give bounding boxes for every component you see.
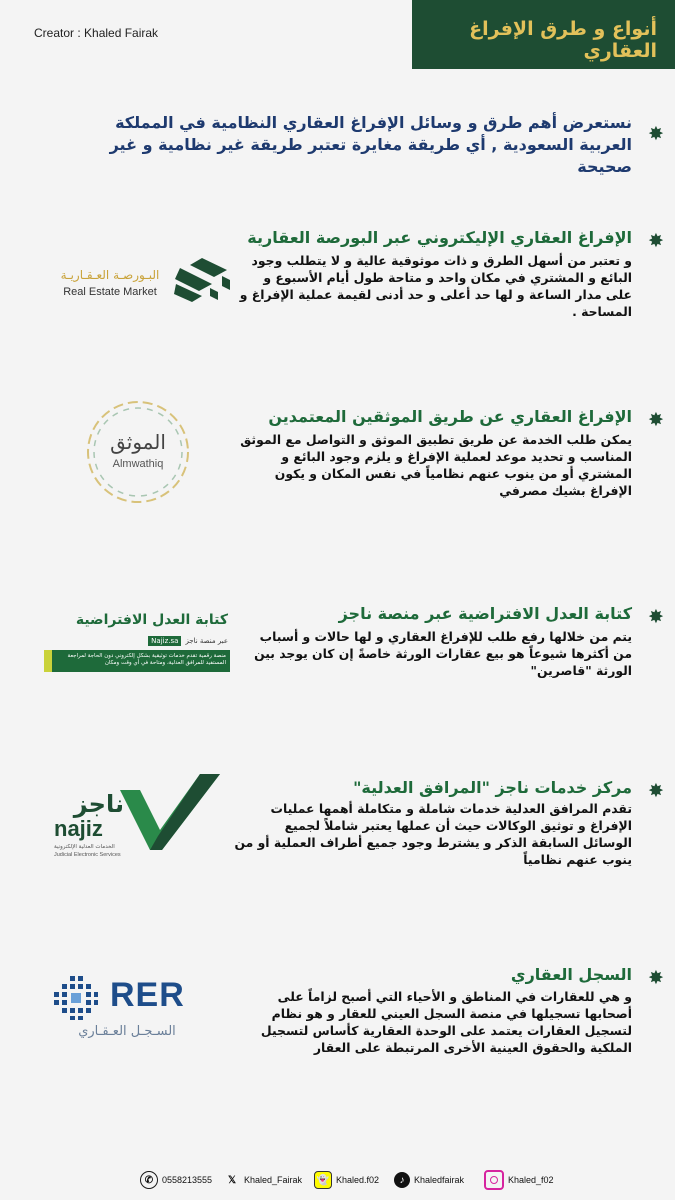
footer-instagram-handle: Khaled_f02 <box>508 1175 554 1185</box>
snapchat-icon: 👻 <box>314 1171 332 1189</box>
section-title-najiz-center: مركز خدمات ناجز "المرافق العدلية" <box>353 778 632 797</box>
logo-real-estate-market <box>52 250 232 310</box>
section-title-exchange: الإفراغ العقاري الإليكتروني عبر البورصة العقارية <box>247 228 632 247</box>
whatsapp-icon: ✆ <box>140 1171 158 1189</box>
logo-almwathiq <box>78 392 198 512</box>
footer-instagram[interactable] <box>484 1170 554 1190</box>
virtual-logo-band: منصة رقمية تقدم خدمات توثيقية بشكل إلكتروني دون الحاجة لمراجعة المستفيد للمرافق العدلية، ومتاحة في أي وقت ومكان <box>44 650 230 672</box>
wathiq-logo-en: Almwathiq <box>112 458 164 470</box>
section-title-virtual-notary: كتابة العدل الافتراضية عبر منصة ناجز <box>338 604 632 623</box>
bullet-star-icon: ✸ <box>648 967 664 989</box>
footer-tiktok-handle: Khaledfairak <box>414 1175 465 1185</box>
footer-whatsapp[interactable] <box>140 1170 212 1190</box>
najiz-logo-sub-ar: الخدمات العدلية الإلكترونية <box>54 844 115 850</box>
page-title: أنواع و طرق الإفراغ العقاري <box>469 18 657 62</box>
title-banner <box>412 0 675 69</box>
virtual-logo-title: كتابة العدل الافتراضية <box>75 612 228 628</box>
tiktok-icon: ♪ <box>394 1172 410 1188</box>
creator-label: Creator : Khaled Fairak <box>34 26 159 40</box>
virtual-logo-sub: عبر منصة ناجز <box>185 637 228 645</box>
section-title-notary: الإفراغ العقاري عن طريق الموثقين المعتمدين <box>268 407 632 426</box>
section-body-register: و هي للعقارات في المناطق و الأحياء التي أصبح لزاماً على أصحابها تسجيلها في منصة السجل العيني للعقار و هو نظام لتسجيل العقارات يعتمد على الوحدة العقارية كأساس لتسجيل الملكية والحقوق العينية الأخرى المرتبطة على العقار <box>260 989 632 1055</box>
rer-logo-en: RER <box>110 976 185 1014</box>
logo-najiz <box>50 770 220 870</box>
intro-text: نستعرض أهم طرق و وسائل الإفراغ العقاري النظامية في المملكة العربية السعودية , أي طريقة مغايرة تعتبر طريقة غير نظامية و غير صحيحة <box>109 113 632 176</box>
footer-snap-handle: Khaled.f02 <box>336 1175 380 1185</box>
wathiq-logo-ar: الموثق <box>110 430 166 454</box>
footer-snapchat[interactable] <box>314 1170 379 1190</box>
instagram-icon <box>484 1170 504 1190</box>
exchange-logo-en: Real Estate Market <box>63 286 157 298</box>
footer-x-handle: Khaled_Fairak <box>244 1175 303 1185</box>
rer-logo-ar: السـجـل العـقـاري <box>78 1024 176 1039</box>
bullet-star-icon: ✸ <box>648 230 664 252</box>
najiz-logo-en: najiz <box>54 816 103 841</box>
footer-x[interactable] <box>224 1170 302 1190</box>
x-icon: 𝕏 <box>227 1174 237 1186</box>
logo-virtual-notary <box>44 612 230 674</box>
bullet-star-icon: ✸ <box>648 606 664 628</box>
virtual-logo-badge: Najiz.sa <box>148 636 181 646</box>
bullet-star-icon: ✸ <box>648 123 664 145</box>
najiz-logo-ar: ناجز <box>73 790 124 818</box>
section-body-virtual-notary: يتم من خلالها رفع طلب للإفراغ العقاري و لها حالات و أسباب من أكثرها شيوعاً هو بيع عقارات الورثة خاصةً إن كان يوجد بين الورثة "قاصرين" <box>254 629 632 678</box>
section-body-notary: يمكن طلب الخدمة عن طريق تطبيق الموثق و التواصل مع الموثق المناسب و تحديد موعد لعملية الإفراغ و يلزم وجود البائع و المشتري أو من ينوب عنهم نظامياً في نفس المكان و يكون الإفراغ بشيك مصرفي <box>240 432 632 498</box>
footer-tiktok[interactable] <box>394 1170 464 1190</box>
section-body-exchange: و تعتبر من أسهل الطرق و ذات موثوقية عالية و لا يتطلب وجود البائع و المشتري في مكان واحد و متاحة طول أيام الأسبوع و على مدار الساعة و لها حد أعلى و حد أدنى لقيمة عملية الإفراغ و المساحة . <box>239 253 632 319</box>
bullet-star-icon: ✸ <box>648 780 664 802</box>
exchange-logo-ar: البـورصـة العـقـاريـة <box>60 268 160 282</box>
najiz-logo-sub-en: Judicial Electronic Services <box>54 852 121 858</box>
section-body-najiz-center: تقدم المرافق العدلية خدمات شاملة و متكاملة أهمها عمليات الإفراغ و توثيق الوكالات حيث أن عملها يعتبر شاملاً لجميع الوسائل السابقة الذكر و يشترط وجود جميع أطراف العملية أو من ينوب عنهم نظامياً <box>234 801 632 867</box>
footer-phone: 0558213555 <box>162 1175 213 1185</box>
section-title-register: السجل العقاري <box>510 965 632 984</box>
rer-grid-icon <box>52 974 100 1022</box>
bullet-star-icon: ✸ <box>648 409 664 431</box>
logo-rer <box>52 972 212 1044</box>
